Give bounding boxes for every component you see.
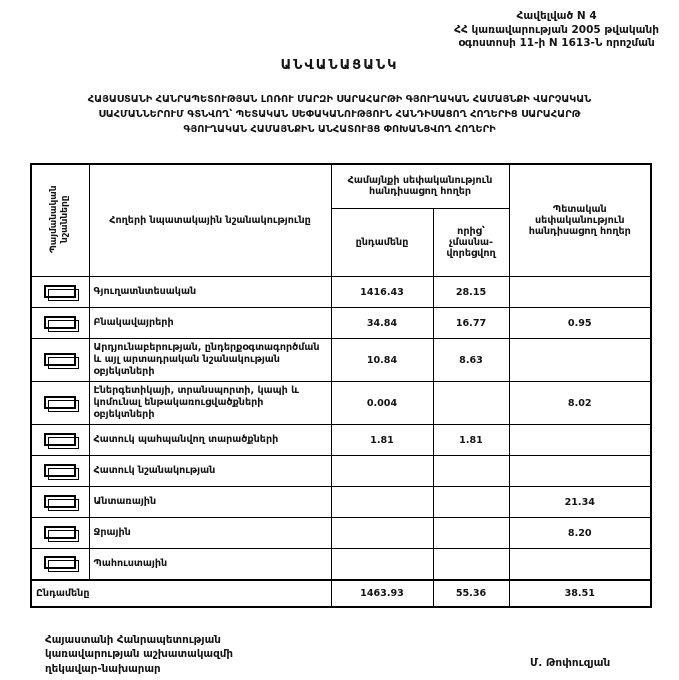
total-community-value: 1463.93 (331, 580, 433, 607)
state-land-value: 8.02 (509, 382, 651, 425)
non-privatized-value: 28.15 (433, 277, 509, 308)
community-total-value: 0.004 (331, 382, 433, 425)
legend-symbol-box (44, 396, 76, 409)
total-label: Ընդամենը (31, 580, 331, 607)
legend-symbol-box (44, 353, 76, 366)
signatory-line: Հայաստանի Հանրապետության (45, 634, 221, 646)
subtitle-line: ԳՅՈՒՂԱԿԱՆ ՀԱՄԱՅՆՔԻՆ ԱՆՀԱՏՈՒՅՑ ՓՈԽԱՆՑՎՈՂ ՀՈՂԵՐԻ (183, 124, 496, 136)
community-total-value: 1416.43 (331, 277, 433, 308)
table-row (31, 425, 651, 456)
land-category-label: Անտառային (89, 487, 331, 518)
non-privatized-value: 1.81 (433, 425, 509, 456)
annex-line: օգոստոսի 11-ի N 1613-Ն որոշման (458, 37, 655, 50)
state-land-value (509, 339, 651, 382)
legend-symbol-box (44, 464, 76, 477)
state-land-value: 21.34 (509, 487, 651, 518)
header-total: ընդամենը (331, 208, 433, 276)
legend-symbol-box (44, 526, 76, 539)
state-land-value (509, 549, 651, 580)
header-community-group: Համայնքի սեփականություն հանդիսացող հողեր (331, 164, 509, 208)
subtitle-line: ՍԱՀՄԱՆՆԵՐՈՒՄ ԳՏՆՎՈՂ՝ ՊԵՏԱԿԱՆ ՍԵՓԱԿԱՆՈՒԹՅՈՒՆ ՀԱՆԴԻՍԱՑՈՂ ՀՈՂԵՐԻՑ ՍԱՐԱՀԱՐԹ (98, 109, 581, 121)
annex-line: Հավելված N 4 (516, 10, 597, 22)
table-row (31, 456, 651, 487)
legend-symbol-box (44, 433, 76, 446)
land-category-label: Գյուղատնտեսական (89, 277, 331, 308)
land-category-label: Հատուկ նշանակության (89, 456, 331, 487)
legend-symbol-box (44, 285, 76, 298)
state-land-value (509, 425, 651, 456)
community-total-value (331, 456, 433, 487)
annex-line: ՀՀ կառավարության 2005 թվականի (454, 23, 659, 36)
total-non-privatized-value: 55.36 (433, 580, 509, 607)
header-state: Պետական սեփականություն հանդիսացող հողեր (509, 164, 651, 277)
table-row (31, 339, 651, 382)
table-row (31, 308, 651, 339)
non-privatized-value (433, 382, 509, 425)
land-table (30, 163, 652, 608)
signature-name: Մ. Թոփուզյան (530, 657, 611, 669)
land-category-label: Պահուստային (89, 549, 331, 580)
signatory-block (45, 633, 233, 676)
table-row (31, 549, 651, 580)
non-privatized-value: 8.63 (433, 339, 509, 382)
non-privatized-value (433, 456, 509, 487)
header-non-privatized: որից՝ չմասնավորեցվող (433, 208, 509, 276)
total-state-value: 38.51 (509, 580, 651, 607)
state-land-value: 8.20 (509, 518, 651, 549)
land-category-label: Ջրային (89, 518, 331, 549)
community-total-value: 10.84 (331, 339, 433, 382)
annex-note (454, 10, 659, 51)
legend-symbol-box (44, 556, 76, 569)
state-land-value (509, 277, 651, 308)
land-category-label: Արդյունաբերության, ընդերքօգտագործման և այլ արտադրական նշանակության օբյեկտների (89, 339, 331, 382)
state-land-value (509, 456, 651, 487)
subtitle-line: ՀԱՅԱՍՏԱՆԻ ՀԱՆՐԱՊԵՏՈՒԹՅԱՆ ԼՈՌՈՒ ՄԱՐԶԻ ՍԱՐԱՀԱՐԹԻ ԳՅՈՒՂԱԿԱՆ ՀԱՄԱՅՆՔԻ ՎԱՐՉԱԿԱՆ (87, 94, 592, 105)
land-category-label: Հատուկ պահպանվող տարածքների (89, 425, 331, 456)
table-row (31, 277, 651, 308)
community-total-value (331, 487, 433, 518)
document-subtitle (0, 92, 679, 138)
table-row (31, 518, 651, 549)
non-privatized-value (433, 549, 509, 580)
non-privatized-value (433, 487, 509, 518)
community-total-value: 34.84 (331, 308, 433, 339)
document-title: ԱՆՎԱՆԱՑԱՆԿ (280, 58, 399, 73)
legend-symbol-box (44, 316, 76, 329)
signatory-line: կառավարության աշխատակազմի (45, 648, 233, 661)
community-total-value (331, 549, 433, 580)
community-total-value (331, 518, 433, 549)
community-total-value: 1.81 (331, 425, 433, 456)
header-purpose: Հողերի նպատակային նշանակությունը (89, 164, 331, 277)
land-category-label: Բնակավայրերի (89, 308, 331, 339)
non-privatized-value: 16.77 (433, 308, 509, 339)
signatory-line: ղեկավար-նախարար (45, 662, 161, 675)
non-privatized-value (433, 518, 509, 549)
total-row (31, 580, 651, 607)
land-category-label: Էներգետիկայի, տրանսպորտի, կապի և կոմունալ ենթակառուցվածքների օբյեկտների (89, 382, 331, 425)
table-row (31, 382, 651, 425)
legend-symbol-box (44, 495, 76, 508)
state-land-value: 0.95 (509, 308, 651, 339)
table-row (31, 487, 651, 518)
header-symbol: Պայմանական նշանները (31, 164, 89, 277)
